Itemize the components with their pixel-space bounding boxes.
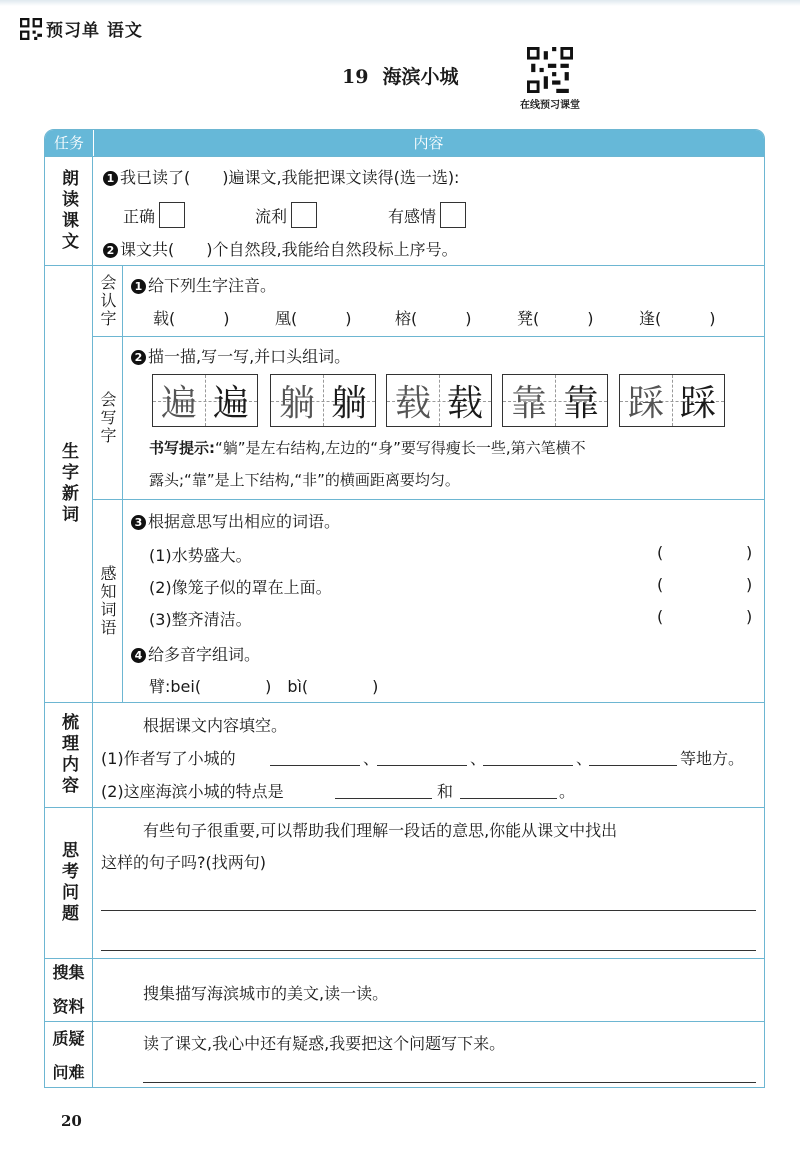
worksheet-table (44, 129, 765, 1088)
sort-row (45, 702, 764, 807)
think-text-2: 这样的句子吗?(找两句) (101, 853, 266, 872)
separator: 、 (470, 749, 487, 768)
pinyin-item[interactable]: 凰( ) (275, 309, 352, 328)
answer-paren-close: ) (746, 607, 753, 626)
number-marker: 3 (131, 515, 146, 530)
lesson-name: 海滨小城 (382, 66, 459, 88)
option-fluent: 流利 (255, 207, 288, 226)
polyphone-item[interactable]: 臂:bei( ) bì( ) (149, 677, 379, 696)
trace-char: 靠 (510, 383, 547, 424)
question-row (45, 1021, 764, 1088)
answer-line[interactable] (101, 910, 756, 911)
header-task: 任务 (45, 130, 94, 156)
sub-recognize: 会认字 (93, 266, 123, 336)
think-row (45, 807, 764, 958)
blank-line[interactable] (270, 765, 360, 766)
sort-intro: 根据课文内容填空。 (143, 716, 288, 735)
meaning-item: (1)水势盛大。 (149, 546, 252, 565)
pinyin-item[interactable]: 榕( ) (395, 309, 472, 328)
qr-code-icon[interactable] (527, 47, 573, 93)
blank-line[interactable] (377, 765, 467, 766)
practice-char: 踩 (679, 383, 716, 424)
task-vocab: 生字新词 (45, 266, 93, 702)
trace-char: 踩 (627, 383, 664, 424)
option-correct: 正确 (123, 207, 156, 226)
collect-text: 搜集描写海滨城市的美文,读一读。 (143, 984, 389, 1003)
writing-box[interactable] (502, 374, 608, 427)
separator: 、 (363, 749, 380, 768)
blank-line[interactable] (483, 765, 573, 766)
reading-question-2: 课文共( )个自然段,我能给自然段标上序号。 (120, 240, 458, 259)
answer-paren-open[interactable]: ( (657, 575, 664, 594)
number-marker: 1 (131, 279, 146, 294)
tip-label: 书写提示: (149, 439, 215, 457)
separator: 、 (576, 749, 593, 768)
page-number: 20 (61, 1112, 82, 1130)
answer-line[interactable] (143, 1082, 756, 1083)
checkbox-emotion[interactable] (440, 202, 466, 228)
tip-text: “躺”是左右结构,左边的“身”要写得瘦长一些,第六笔横不 (215, 439, 586, 457)
tip-text: 露头;“靠”是上下结构,“非”的横画距离要均匀。 (149, 471, 460, 489)
answer-paren-close: ) (746, 543, 753, 562)
vocab-row (45, 265, 764, 702)
answer-paren-open[interactable]: ( (657, 543, 664, 562)
task-think: 思考问题 (45, 808, 93, 958)
practice-char: 靠 (562, 383, 599, 424)
header-content: 内容 (413, 134, 444, 152)
write-question: 描一描,写一写,并口头组词。 (148, 347, 351, 366)
checkbox-fluent[interactable] (291, 202, 317, 228)
blank-line[interactable] (460, 798, 557, 799)
practice-char: 载 (446, 383, 483, 424)
reading-question-1: 我已读了( )遍课文,我能把课文读得(选一选): (120, 168, 460, 187)
task-reading: 朗读课文 (45, 157, 93, 265)
blank-line[interactable] (589, 765, 677, 766)
option-emotion: 有感情 (388, 207, 437, 226)
collect-row (45, 958, 764, 1021)
sub-perceive: 感知词语 (93, 499, 123, 703)
sort-q2-end: 。 (559, 782, 576, 801)
trace-char: 遍 (160, 383, 197, 424)
lesson-title (342, 62, 458, 89)
practice-char: 遍 (212, 383, 249, 424)
writing-box[interactable] (619, 374, 725, 427)
answer-paren-close: ) (746, 575, 753, 594)
sort-q2-and: 和 (437, 782, 454, 801)
pinyin-item[interactable]: 逢( ) (639, 309, 716, 328)
table-header (45, 130, 764, 156)
recognize-question: 给下列生字注音。 (148, 276, 277, 295)
qr-code-icon[interactable] (20, 18, 42, 40)
number-marker: 2 (131, 350, 146, 365)
blank-line[interactable] (335, 798, 432, 799)
checkbox-correct[interactable] (159, 202, 185, 228)
pinyin-item[interactable]: 凳( ) (517, 309, 594, 328)
number-marker: 2 (103, 243, 118, 258)
task-collect: 搜集资料 (45, 959, 93, 1021)
task-question: 质疑问难 (45, 1022, 93, 1088)
writing-box[interactable] (386, 374, 492, 427)
writing-box[interactable] (270, 374, 376, 427)
lesson-number: 19 (342, 66, 369, 88)
sort-q1: (1)作者写了小城的 (101, 749, 236, 768)
trace-char: 躺 (278, 383, 315, 424)
sub-write: 会写字 (93, 336, 123, 499)
task-sort: 梳理内容 (45, 703, 93, 807)
answer-paren-open[interactable]: ( (657, 607, 664, 626)
polyphone-question: 给多音字组词。 (148, 645, 261, 664)
practice-char: 躺 (330, 383, 367, 424)
sort-q1-end: 等地方。 (680, 749, 745, 768)
think-text-1: 有些句子很重要,可以帮助我们理解一段话的意思,你能从课文中找出 (143, 821, 618, 840)
answer-line[interactable] (101, 950, 756, 951)
number-marker: 1 (103, 171, 118, 186)
pinyin-item[interactable]: 载( ) (153, 309, 230, 328)
meaning-item: (2)像笼子似的罩在上面。 (149, 578, 332, 597)
top-edge (0, 0, 800, 6)
question-text: 读了课文,我心中还有疑惑,我要把这个问题写下来。 (143, 1034, 506, 1053)
sort-q2: (2)这座海滨小城的特点是 (101, 782, 284, 801)
reading-row (45, 156, 764, 265)
qr-caption: 在线预习课堂 (520, 100, 580, 111)
subject-header: 预习单 语文 (46, 21, 143, 41)
writing-box[interactable] (152, 374, 258, 427)
perceive-question: 根据意思写出相应的词语。 (148, 512, 341, 531)
meaning-item: (3)整齐清洁。 (149, 610, 252, 629)
trace-char: 载 (394, 383, 431, 424)
number-marker: 4 (131, 648, 146, 663)
